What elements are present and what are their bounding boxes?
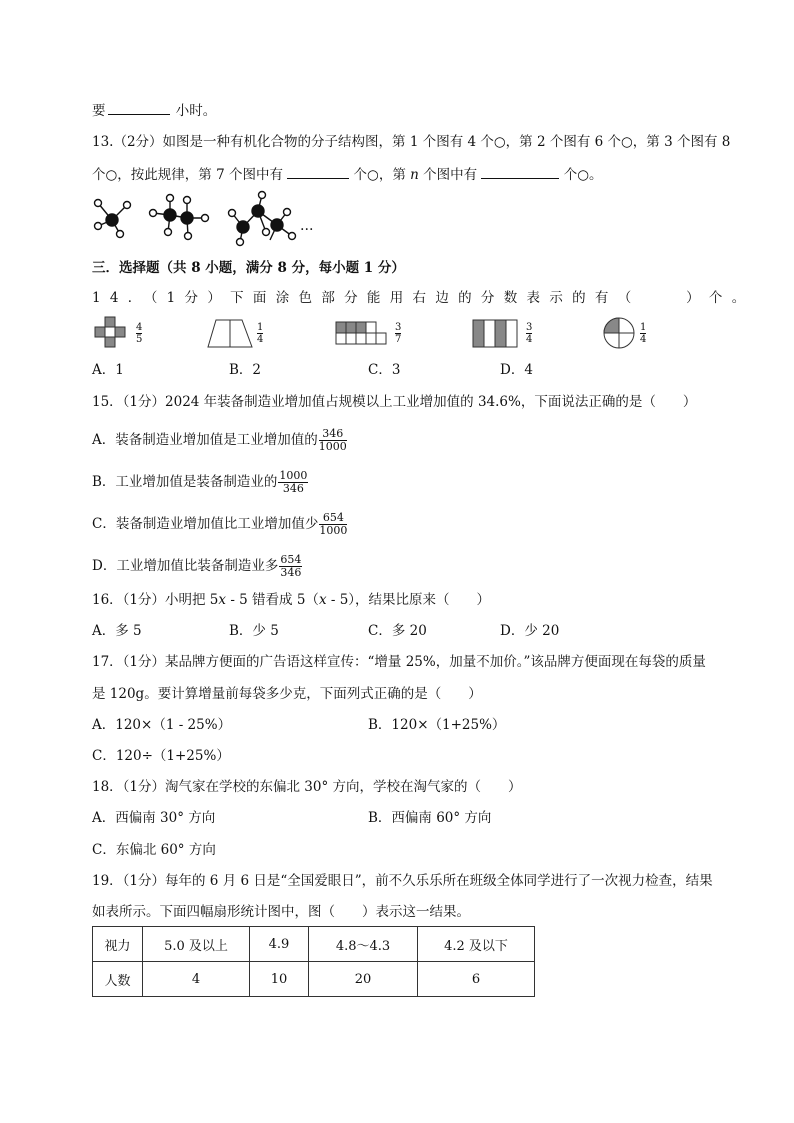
q14-figure-a <box>95 317 125 347</box>
q13-text: 个图中有 <box>418 167 482 183</box>
q19-line1: 19．（1分）每年的 6 月 6 日是“全国爱眼日”，前不久乐乐所在班级全体同学进行了一次视力检查，结果 <box>92 873 713 889</box>
q14-figure-e <box>604 318 634 348</box>
q16-text: 16．（1分）小明把 5 <box>92 592 219 608</box>
q12-text-after: 小时。 <box>171 103 217 119</box>
q16-stem <box>92 590 490 610</box>
q14-fraction-a: $\frac{4}{5}$ <box>136 322 143 345</box>
q14-option-a[interactable]: A．1 <box>92 362 124 378</box>
table-cell: 人数 <box>93 962 143 997</box>
q15-option-d[interactable] <box>92 554 302 579</box>
q13-text: 个○。 <box>559 167 603 183</box>
vision-table <box>92 926 535 997</box>
table-cell: 20 <box>309 962 418 997</box>
q15-option-a-fraction: $\frac{346}{1000}$ <box>318 427 347 453</box>
q14-option-b[interactable]: B．2 <box>229 362 262 378</box>
q13-text: 个○，第 <box>349 167 411 183</box>
table-cell: 6 <box>418 962 535 997</box>
q13-text: 个○，按此规律，第 7 个图中有 <box>92 167 288 183</box>
q16-option-d[interactable]: D．少 20 <box>500 623 560 639</box>
table-header-row <box>93 927 535 962</box>
q18-option-b[interactable]: B．西偏南 60° 方向 <box>368 810 492 826</box>
q16-text: - 5），结果比原来（ ） <box>326 592 491 608</box>
q18-option-c[interactable]: C．东偏北 60° 方向 <box>92 842 216 858</box>
q16-variable-x: x <box>218 592 227 608</box>
q17-option-c[interactable]: C．120÷（1+25%） <box>92 748 230 764</box>
q12-text-before: 要 <box>92 103 106 119</box>
q15-option-d-text: D．工业增加值比装备制造业多 <box>92 558 279 574</box>
q14-figure-b <box>208 320 252 347</box>
q18-stem: 18．（1分）淘气家在学校的东偏北 30° 方向，学校在淘气家的（ ） <box>92 779 522 795</box>
q16-option-c[interactable]: C．多 20 <box>368 623 427 639</box>
q15-option-b-fraction: $\frac{1000}{346}$ <box>279 469 308 495</box>
q15-stem: 15．（1分）2024 年装备制造业增加值占规模以上工业增加值的 34.6%，下面说法正确的是（ ） <box>92 394 697 410</box>
q18-option-a[interactable]: A．西偏南 30° 方向 <box>92 810 216 826</box>
q16-option-a[interactable]: A．多 5 <box>92 623 142 639</box>
q15-option-c-fraction: $\frac{654}{1000}$ <box>319 511 348 537</box>
table-row <box>93 962 535 997</box>
q13-line1: 13.（2分）如图是一种有机化合物的分子结构图，第 1 个图有 4 个○，第 2 个图有 6 个○，第 3 个图有 8 <box>92 134 731 150</box>
table-cell: 4.9 <box>250 927 309 962</box>
table-cell: 4.2 及以下 <box>418 927 535 962</box>
q15-option-c-text: C．装备制造业增加值比工业增加值少 <box>92 516 319 532</box>
q15-option-d-fraction: $\frac{654}{346}$ <box>280 553 302 579</box>
q15-option-a[interactable] <box>92 428 347 453</box>
q17-option-a[interactable]: A．120×（1 - 25%） <box>92 717 232 733</box>
q17-option-b[interactable]: B．120×（1+25%） <box>368 717 506 733</box>
q14-stem: 14．（1分）下面涂色部分能用右边的分数表示的有（ ）个。 <box>92 290 755 306</box>
q14-fraction-e: $\frac{1}{4}$ <box>640 322 647 345</box>
section-3-heading: 三．选择题（共 8 小题，满分 8 分，每小题 1 分） <box>92 260 405 276</box>
q16-option-b[interactable]: B．少 5 <box>229 623 279 639</box>
q14-figure-d <box>473 320 517 347</box>
table-cell: 4 <box>143 962 250 997</box>
q14-fraction-d: $\frac{3}{4}$ <box>526 322 533 345</box>
q15-option-a-text: A．装备制造业增加值是工业增加值的 <box>92 432 318 448</box>
q14-fraction-b: $\frac{1}{4}$ <box>257 322 264 345</box>
table-cell: 4.8～4.3 <box>309 927 418 962</box>
q19-line2: 如表所示。下面四幅扇形统计图中，图（ ）表示这一结果。 <box>92 904 470 920</box>
q17-line1: 17．（1分）某品牌方便面的广告语这样宣传：“增量 25%，加量不加价。”该品牌方便面现在每袋的质量 <box>92 654 706 670</box>
q14-option-c[interactable]: C．3 <box>368 362 401 378</box>
q17-line2: 是 120g。要计算增量前每袋多少克，下面列式正确的是（ ） <box>92 686 482 702</box>
q15-option-b[interactable] <box>92 470 308 495</box>
q15-option-b-text: B．工业增加值是装备制造业的 <box>92 474 278 490</box>
table-cell: 5.0 及以上 <box>143 927 250 962</box>
q13-variable-n: n <box>410 167 419 183</box>
q16-variable-x: x <box>318 592 327 608</box>
table-cell: 视力 <box>93 927 143 962</box>
molecule-ellipsis: … <box>300 218 314 234</box>
q16-text: - 5 错看成 5（ <box>226 592 319 608</box>
table-cell: 10 <box>250 962 309 997</box>
q15-option-c[interactable] <box>92 512 347 537</box>
q14-figure-c <box>336 322 386 344</box>
q14-option-d[interactable]: D．4 <box>500 362 533 378</box>
q14-fraction-c: $\frac{3}{7}$ <box>395 322 402 345</box>
